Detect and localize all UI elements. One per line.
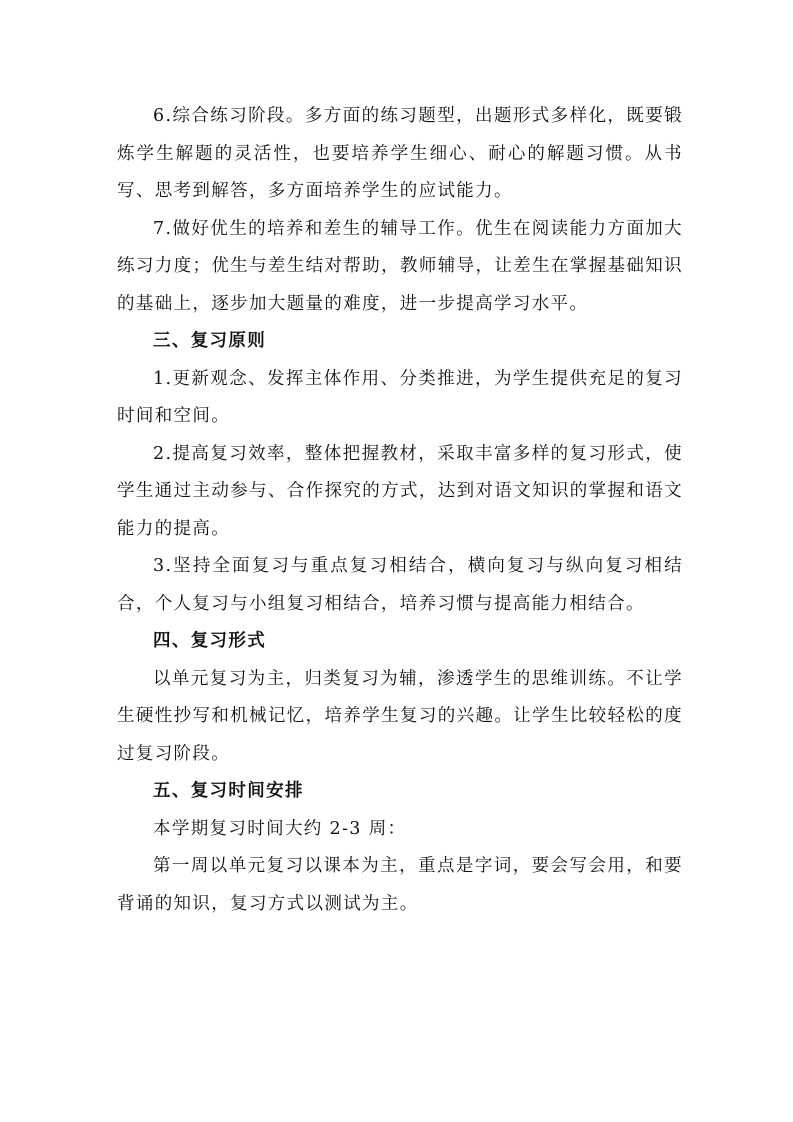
paragraph-principle-2: 2.提高复习效率，整体把握教材，采取丰富多样的复习形式，使学生通过主动参与、合作探究的方式，达到对语文知识的掌握和语文能力的提高。 (117, 443, 683, 539)
section-heading-review-format: 四、复习形式 (153, 631, 267, 651)
paragraph-review-format: 以单元复习为主，归类复习为辅，渗透学生的思维训练。不让学生硬性抄写和机械记忆，培养学生复习的兴趣。让学生比较轻松的度过复习阶段。 (117, 668, 683, 764)
paragraph-comprehensive-practice: 6.综合练习阶段。多方面的练习题型，出题形式多样化，既要锻炼学生解题的灵活性，也要培养学生细心、耐心的解题习惯。从书写、思考到解答，多方面培养学生的应试能力。 (117, 106, 683, 201)
paragraph-schedule-week-1: 第一周以单元复习以课本为主，重点是字词，要会写会用，和要背诵的知识，复习方式以测试为主。 (117, 856, 683, 914)
paragraph-student-tutoring: 7.做好优生的培养和差生的辅导工作。优生在阅读能力方面加大练习力度；优生与差生结对帮助，教师辅导，让差生在掌握基础知识的基础上，逐步加大题量的难度，进一步提高学习水平。 (117, 218, 683, 314)
paragraph-principle-3: 3.坚持全面复习与重点复习相结合，横向复习与纵向复习相结合，个人复习与小组复习相结合，培养习惯与提高能力相结合。 (117, 556, 683, 614)
section-heading-review-schedule: 五、复习时间安排 (153, 781, 304, 801)
paragraph-schedule-duration: 本学期复习时间大约 2-3 周： (153, 818, 407, 839)
section-heading-review-principles: 三、复习原则 (153, 331, 267, 351)
paragraph-principle-1: 1.更新观念、发挥主体作用、分类推进，为学生提供充足的复习时间和空间。 (117, 368, 683, 426)
